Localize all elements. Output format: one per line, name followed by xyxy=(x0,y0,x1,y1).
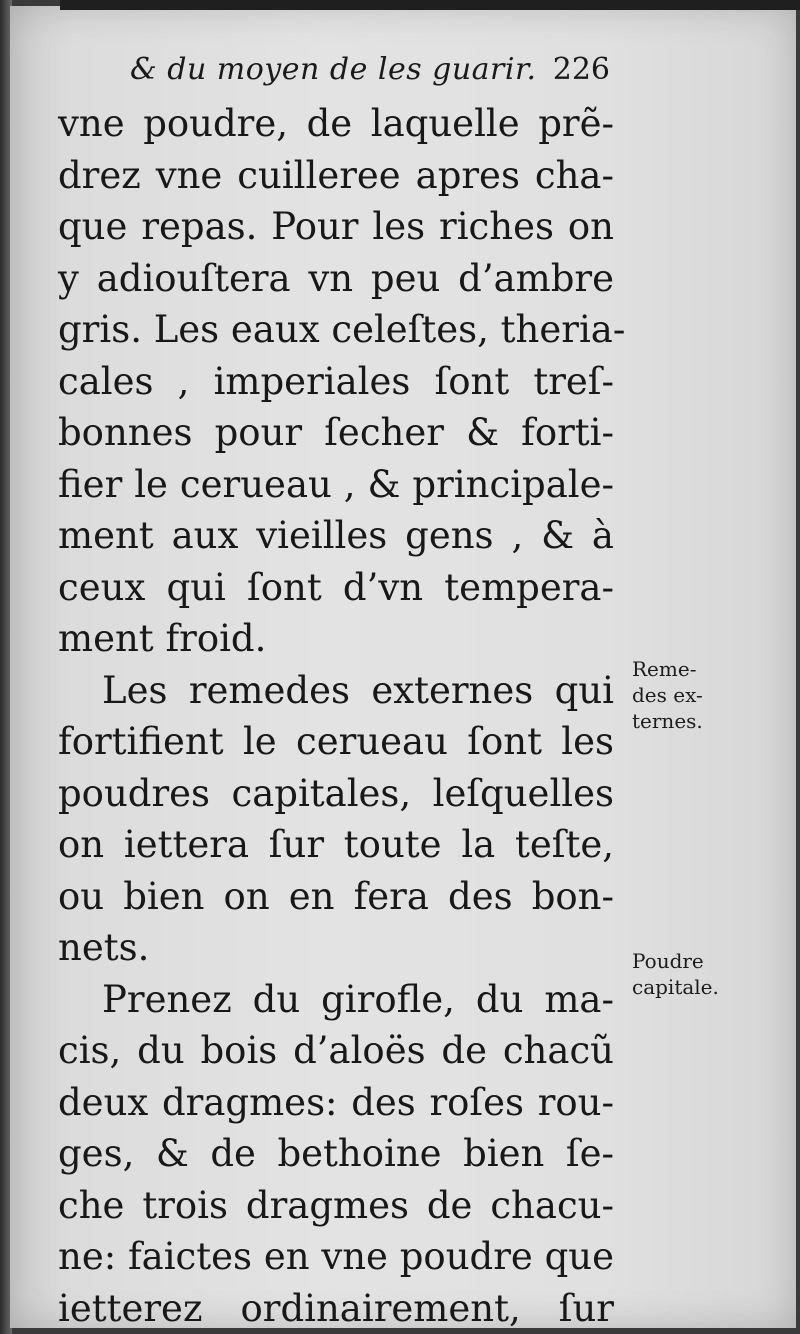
text-line: ment aux vieilles gens , & à xyxy=(58,514,614,557)
running-head-title: & du moyen de les guarir. xyxy=(130,52,537,87)
text-line: gris. Les eaux celeſtes, theria- xyxy=(58,308,626,351)
margin-note-line: Poudre xyxy=(632,949,704,973)
margin-note-line: capitale. xyxy=(632,975,719,999)
text-line: Les remedes externes qui xyxy=(102,668,614,712)
margin-note-poudre-capitale xyxy=(632,948,762,1000)
text-line: drez vne cuilleree apres cha- xyxy=(58,153,614,197)
margin-note-line: Reme- xyxy=(632,657,697,681)
running-head xyxy=(130,52,610,87)
text-line: ietterez ordinairement, ſur xyxy=(58,1286,614,1330)
margin-note-remedes-externes xyxy=(632,656,762,734)
margin-note-line: ternes. xyxy=(632,709,703,733)
text-line: ceux qui ſont d’vn tempera- xyxy=(58,565,614,609)
text-line: che trois dragmes de chacu- xyxy=(58,1183,614,1227)
text-line: cis, du bois d’aloës de chacũ xyxy=(58,1029,614,1072)
page-top-edge xyxy=(60,0,800,10)
margin-note-line: des ex- xyxy=(632,683,703,707)
text-line: nets. xyxy=(58,926,150,969)
text-line: bonnes pour ſecher & forti- xyxy=(58,411,614,454)
text-line: ges, & de bethoine bien ſe- xyxy=(58,1132,614,1175)
text-line: ne: faictes en vne poudre que xyxy=(58,1235,614,1278)
text-line: deux dragmes: des roſes rou- xyxy=(58,1080,614,1124)
text-line: poudres capitales, leſquelles xyxy=(58,771,614,815)
text-line: ou bien on en fera des bon- xyxy=(58,874,614,918)
text-line: fortifient le cerueau ſont les xyxy=(58,720,614,763)
page-number: 226 xyxy=(552,52,610,87)
text-line: fier le cerueau , & principale- xyxy=(58,462,614,506)
text-line: y adiouſtera vn peu d’ambre xyxy=(58,256,614,300)
text-line: cales , imperiales ſont treſ- xyxy=(58,359,614,403)
text-line: ment froid. xyxy=(58,617,267,660)
text-line: on iettera ſur toute la teſte, xyxy=(58,823,614,866)
text-line: Prenez du girofle, du ma- xyxy=(102,977,614,1021)
text-line: que repas. Pour les riches on xyxy=(58,205,614,248)
text-line: vne poudre, de laquelle prẽ- xyxy=(58,102,614,145)
body-text xyxy=(58,98,626,1334)
